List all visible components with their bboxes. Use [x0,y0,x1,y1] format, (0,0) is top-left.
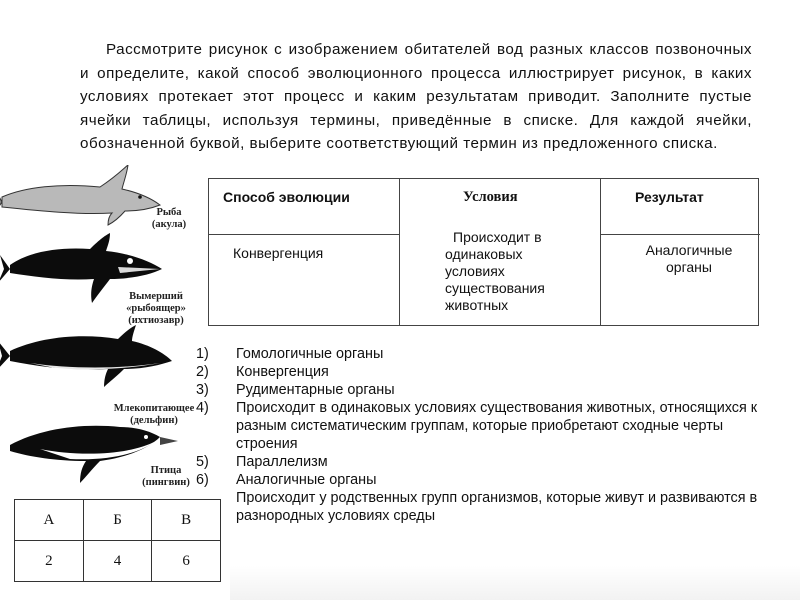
header-result: Результат [635,189,704,205]
option-item [196,363,776,381]
answer-values-row [15,541,221,582]
option-text: Гомологичные органы [236,346,384,362]
options-list [196,345,776,525]
answer-letters-row [15,500,221,541]
table-divider [209,234,399,235]
option-number: 3) [196,382,209,398]
answer-letter: В [152,500,221,541]
option-item [196,471,776,489]
header-conditions: Условия [463,189,518,205]
option-number: 4) [196,400,209,416]
shark-image [0,165,160,225]
dolphin-image [0,325,172,387]
table-divider [600,234,760,235]
caption-ichthyosaur: Вымерший «рыбоящер» (ихтиозавр) [126,291,186,326]
option-text: Аналогичные органы [236,472,377,488]
option-text: Происходит у родственных групп организмов, которые живут и развиваются в разнородных условиях среды [236,490,758,524]
option-item [196,381,776,399]
caption-dolphin: Млекопитающее (дельфин) [113,403,195,426]
answer-value: 2 [15,541,84,582]
option-text: Параллелизм [236,454,328,470]
table-divider [600,179,601,325]
task-text: Рассмотрите рисунок с изображением обитателей вод разных классов позвоночных и определите, какой способ эволюционного процесса иллюстрирует рисунок, в каких условиях протекает этот процесс и каким результатам приводит. Заполните пустые ячейки таблицы, используя термины, приведённые в списке. Для каждой ячейки, обозначенной буквой, выберите соответствующий термин из предложенного списка. [80,41,752,152]
option-text: Конвергенция [236,364,329,380]
option-number: 2) [196,364,209,380]
table-divider [399,179,400,325]
option-text: Происходит в одинаковых условиях существования животных, относящихся к разным систематическим группам, которые приобретают сходные черты строения [236,400,758,452]
cell-conditions: Происходит в одинаковых условиях существования животных [445,229,545,313]
header-method: Способ эволюции [223,189,350,205]
option-text: Рудиментарные органы [236,382,395,398]
option-item [196,399,776,453]
cell-result: Аналогичные органы [645,242,733,275]
answer-value: 4 [83,541,152,582]
answer-table [14,499,221,582]
option-number: 5) [196,454,209,470]
evolution-table [208,178,759,326]
caption-shark: Рыба (акула) [151,207,187,230]
cell-method: Конвергенция [233,245,324,261]
option-item [196,345,776,363]
option-number: 1) [196,346,209,362]
caption-penguin: Птица (пингвин) [142,465,190,488]
animals-illustration [0,165,200,495]
option-item [196,453,776,471]
option-item [196,489,776,525]
answer-value: 6 [152,541,221,582]
answer-letter: Б [83,500,152,541]
option-number: 6) [196,472,209,488]
slide-shadow [230,565,800,600]
answer-letter: А [15,500,84,541]
